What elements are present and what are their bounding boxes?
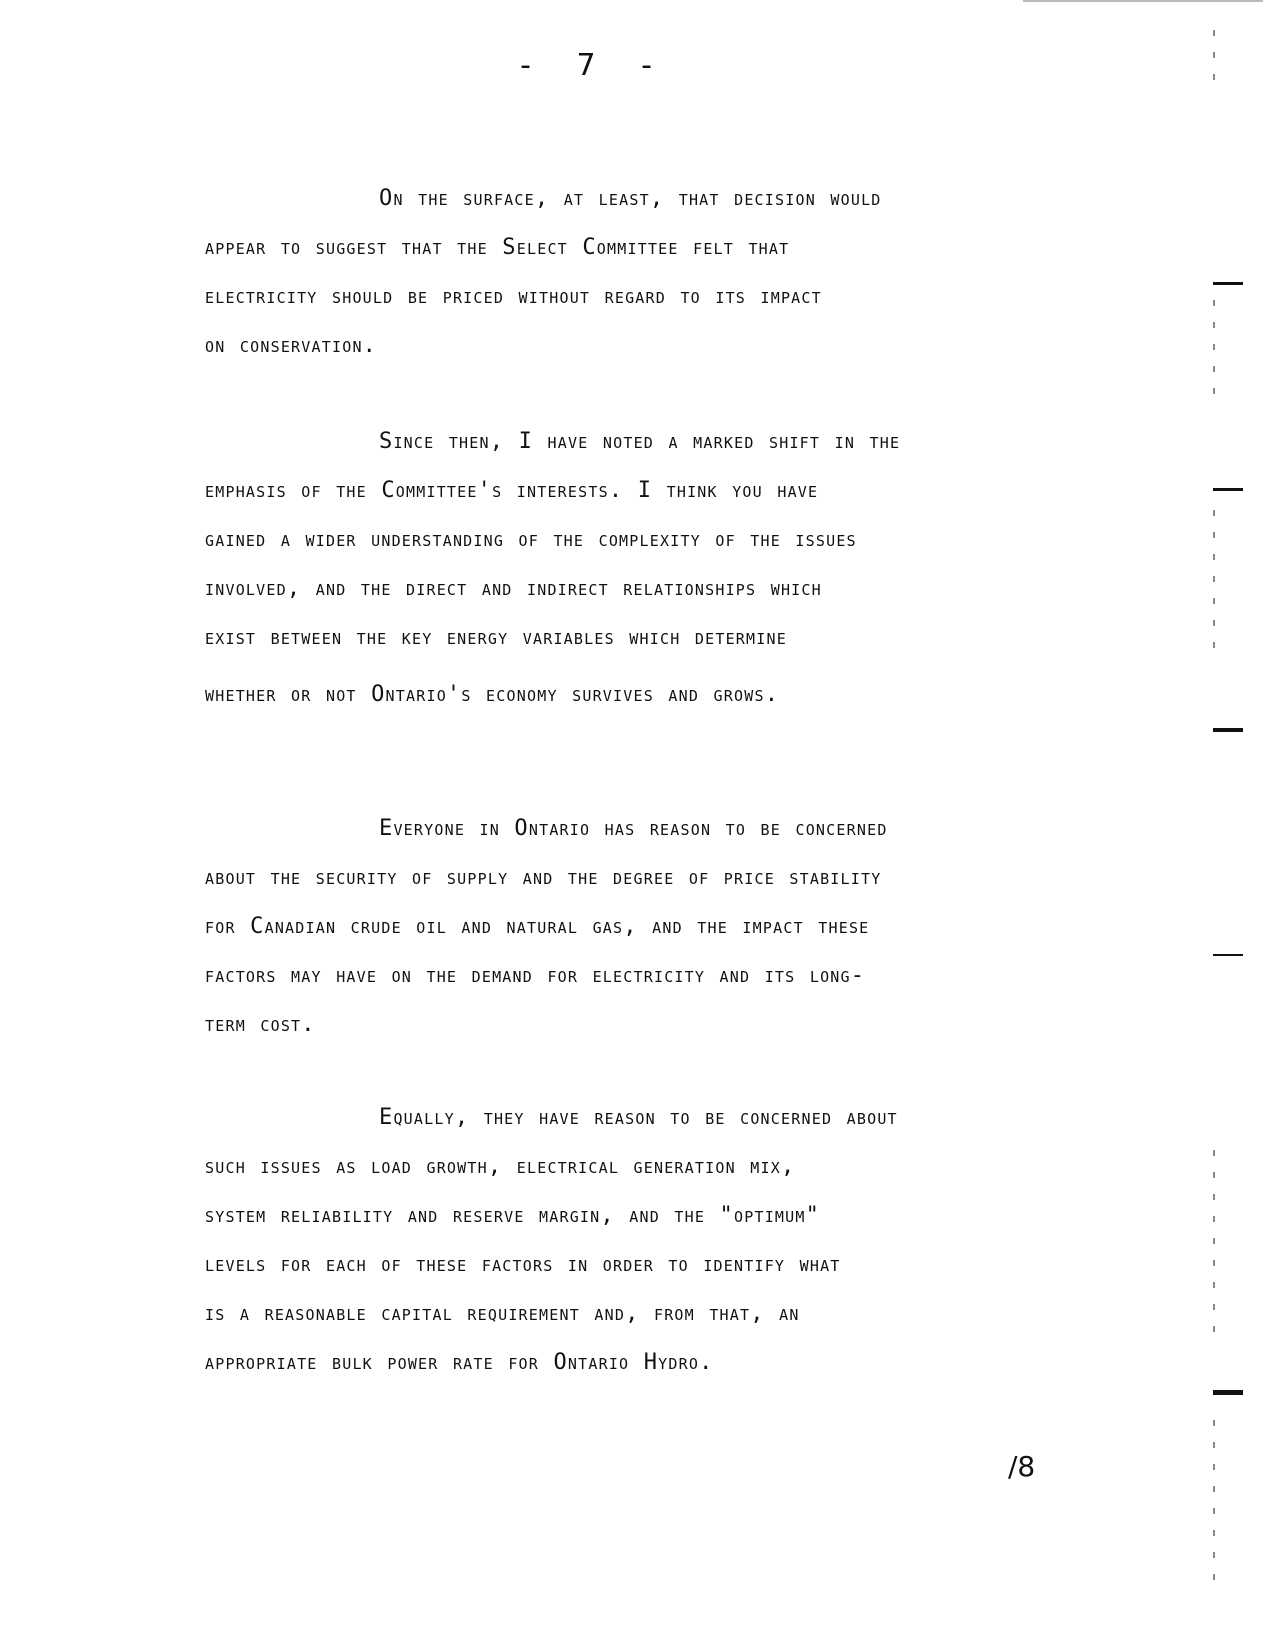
paragraph-line: is a reasonable capital requirement and, from that, an bbox=[205, 1301, 800, 1326]
top-rule bbox=[1023, 0, 1263, 2]
paragraph-line: On the surface, at least, that decision would bbox=[379, 186, 882, 211]
margin-scan-artifact bbox=[1213, 300, 1215, 410]
paragraph-line: whether or not Ontario's economy survives and grows. bbox=[205, 682, 780, 707]
margin-mark bbox=[1213, 1390, 1243, 1395]
margin-scan-artifact bbox=[1213, 510, 1215, 660]
paragraph-line: appear to suggest that the Select Committee felt that bbox=[205, 235, 790, 260]
margin-scan-artifact bbox=[1213, 1150, 1215, 1340]
paragraph-2 bbox=[205, 417, 1145, 719]
paragraph-3 bbox=[205, 804, 1145, 1049]
paragraph-1 bbox=[205, 174, 1145, 370]
page-number: - 7 - bbox=[520, 48, 670, 83]
paragraph-line: emphasis of the Committee's interests. I think you have bbox=[205, 478, 819, 503]
paragraph-line: exist between the key energy variables which determine bbox=[205, 625, 787, 650]
paragraph-line: Since then, I have noted a marked shift in the bbox=[379, 429, 901, 454]
paragraph-line: about the security of supply and the degree of price stability bbox=[205, 865, 882, 890]
paragraph-4 bbox=[205, 1093, 1145, 1387]
margin-mark bbox=[1213, 954, 1243, 956]
paragraph-line: for Canadian crude oil and natural gas, and the impact these bbox=[205, 914, 870, 939]
paragraph-line: term cost. bbox=[205, 1012, 316, 1037]
paragraph-line: levels for each of these factors in order to identify what bbox=[205, 1252, 841, 1277]
paragraph-line: electricity should be priced without regard to its impact bbox=[205, 284, 822, 309]
margin-scan-artifact bbox=[1213, 30, 1215, 90]
paragraph-line: Equally, they have reason to be concerned about bbox=[379, 1105, 898, 1130]
paragraph-line: appropriate bulk power rate for Ontario Hydro. bbox=[205, 1350, 714, 1375]
paragraph-line: factors may have on the demand for electricity and its long- bbox=[205, 963, 866, 988]
paragraph-line: Everyone in Ontario has reason to be concerned bbox=[379, 816, 888, 841]
margin-mark bbox=[1213, 728, 1243, 732]
paragraph-line: such issues as load growth, electrical generation mix, bbox=[205, 1154, 796, 1179]
margin-scan-artifact bbox=[1213, 1420, 1215, 1590]
margin-mark bbox=[1213, 488, 1243, 491]
paragraph-line: involved, and the direct and indirect relationships which bbox=[205, 576, 822, 601]
paragraph-line: system reliability and reserve margin, and the "optimum" bbox=[205, 1203, 821, 1228]
margin-mark bbox=[1213, 282, 1243, 285]
continued-page-marker: /8 bbox=[1008, 1450, 1036, 1483]
paragraph-line: gained a wider understanding of the complexity of the issues bbox=[205, 527, 857, 552]
paragraph-line: on conservation. bbox=[205, 333, 378, 358]
